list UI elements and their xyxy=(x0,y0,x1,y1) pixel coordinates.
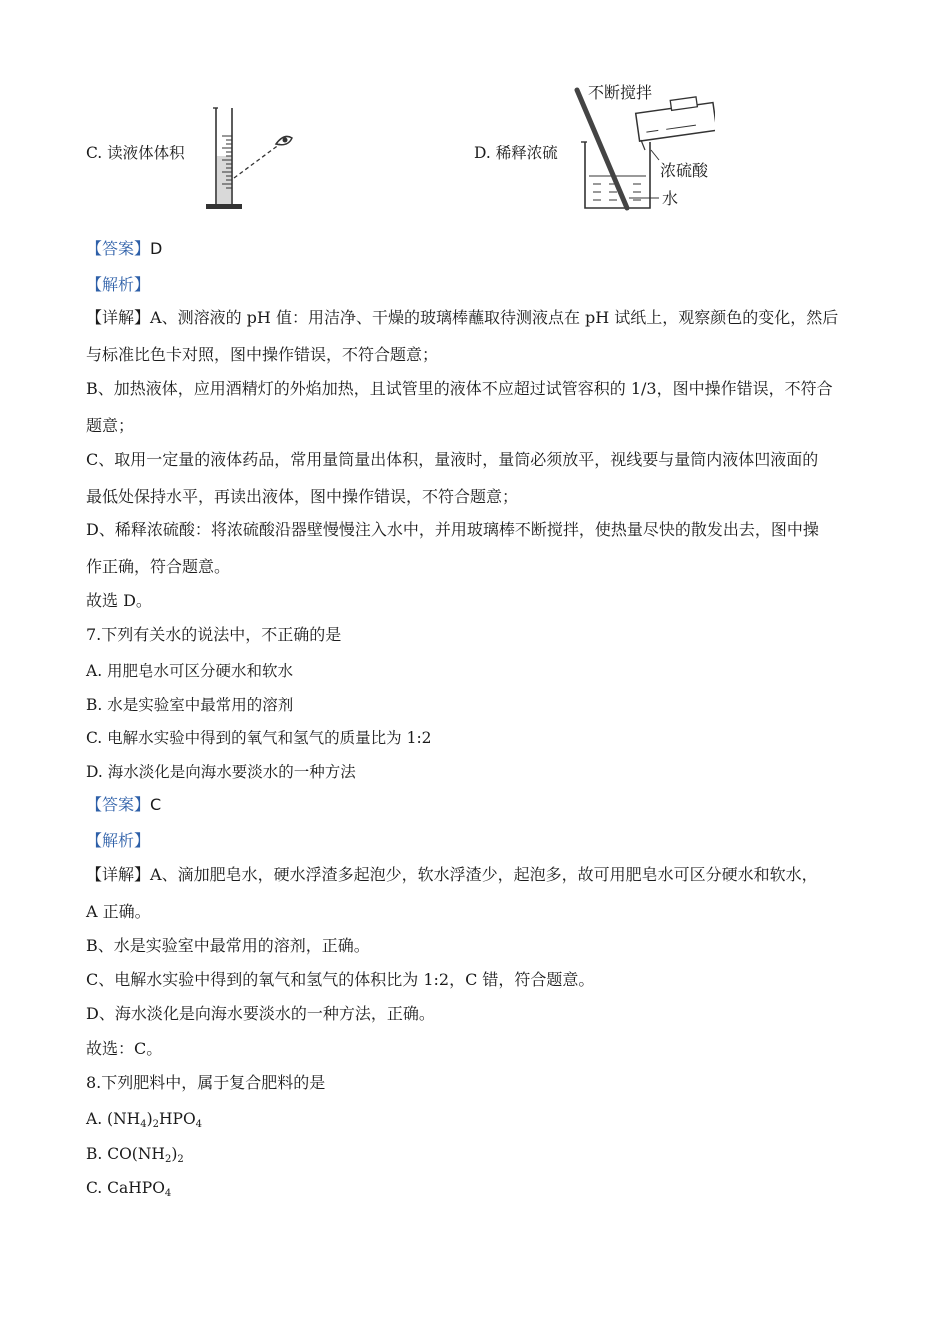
q6-detail-line-5: C、取用一定量的液体药品，常用量筒量出体积，量液时，量筒必须放平，视线要与量筒内液体凹液面的 xyxy=(86,450,819,469)
detail-tag: 【详解】 xyxy=(86,308,151,327)
subscript: 2 xyxy=(152,1119,159,1130)
q7-option-b: B. 水是实验室中最常用的溶剂 xyxy=(86,696,294,714)
q8-option-a-prefix: A. (NH xyxy=(86,1110,141,1128)
q8-option-c-prefix: C. CaHPO xyxy=(86,1179,165,1197)
q8-option-c xyxy=(86,1178,171,1198)
subscript: 4 xyxy=(164,1188,172,1199)
q6-detail-line-2: 与标准比色卡对照，图中操作错误，不符合题意； xyxy=(86,345,439,364)
subscript: 2 xyxy=(164,1154,172,1165)
q6-detail-line-7: D、稀释浓硫酸：将浓硫酸沿器壁慢慢注入水中，并用玻璃棒不断搅拌，使热量尽快的散发出去，图中操 xyxy=(86,520,819,539)
answer-tag: 【答案】 xyxy=(86,239,151,258)
detail-tag: 【详解】 xyxy=(86,865,151,884)
q8-option-b xyxy=(86,1144,184,1164)
answer-tag: 【答案】 xyxy=(86,795,151,814)
q7-option-d: D. 海水淡化是向海水要淡水的一种方法 xyxy=(86,763,356,781)
q6-detail-line-4: 题意； xyxy=(86,416,135,435)
q6-detail-line-3: B、加热液体，应用酒精灯的外焰加热，且试管里的液体不应超过试管容积的 1/3，图中操作错误，不符合 xyxy=(86,379,833,398)
q7-detail-text-1: A、滴加肥皂水，硬水浮渣多起泡少，软水浮渣少，起泡多，故可用肥皂水可区分硬水和软水， xyxy=(150,865,818,884)
q6-detail-line-6: 最低处保持水平，再读出液体，图中操作错误，不符合题意； xyxy=(86,487,519,506)
q7-detail-line-5: D、海水淡化是向海水要淡水的一种方法，正确。 xyxy=(86,1004,435,1023)
option-c-figure-label: C. 读液体体积 xyxy=(86,144,185,162)
q6-answer-line xyxy=(86,239,162,259)
option-d-figure-label: D. 稀释浓硫 xyxy=(474,144,558,162)
q6-detail-line-1 xyxy=(86,308,838,328)
q6-conclusion: 故选 D。 xyxy=(86,591,152,610)
subscript: 4 xyxy=(195,1119,203,1130)
subscript: 2 xyxy=(177,1154,184,1165)
q6-answer: D xyxy=(150,239,163,258)
q8-option-a-mid: ) xyxy=(146,1110,153,1128)
q7-detail-line-1 xyxy=(86,865,818,885)
q7-conclusion: 故选：C。 xyxy=(86,1039,163,1058)
stir-label: 不断搅拌 xyxy=(588,83,653,102)
q7-answer-line xyxy=(86,795,161,815)
analysis-tag: 【解析】 xyxy=(86,831,151,850)
acid-label: 浓硫酸 xyxy=(660,161,709,180)
graduated-cylinder-figure xyxy=(200,100,300,215)
water-label: 水 xyxy=(662,189,679,208)
q7-detail-line-2: A 正确。 xyxy=(86,902,151,921)
q8-option-b-mid: ) xyxy=(171,1145,178,1163)
q7-detail-line-3: B、水是实验室中最常用的溶剂，正确。 xyxy=(86,936,370,955)
q7-answer: C xyxy=(150,795,162,814)
q7-stem: 7.下列有关水的说法中，不正确的是 xyxy=(86,625,342,644)
q7-option-c: C. 电解水实验中得到的氧气和氢气的质量比为 1:2 xyxy=(86,729,432,747)
q7-option-a: A. 用肥皂水可区分硬水和软水 xyxy=(86,662,294,680)
q6-detail-text-1: A、测溶液的 pH 值：用洁净、干燥的玻璃棒蘸取待测液点在 pH 试纸上，观察颜色的变化，然后 xyxy=(150,308,839,327)
q7-detail-line-4: C、电解水实验中得到的氧气和氢气的体积比为 1:2，C 错，符合题意。 xyxy=(86,970,595,989)
q8-option-a-tail: HPO xyxy=(159,1110,196,1128)
q6-detail-line-8: 作正确，符合题意。 xyxy=(86,557,231,576)
q8-stem: 8.下列肥料中，属于复合肥料的是 xyxy=(86,1073,326,1092)
analysis-tag: 【解析】 xyxy=(86,275,151,294)
q8-option-a xyxy=(86,1109,202,1129)
subscript: 4 xyxy=(140,1119,147,1130)
q8-option-b-prefix: B. CO(NH xyxy=(86,1145,165,1163)
